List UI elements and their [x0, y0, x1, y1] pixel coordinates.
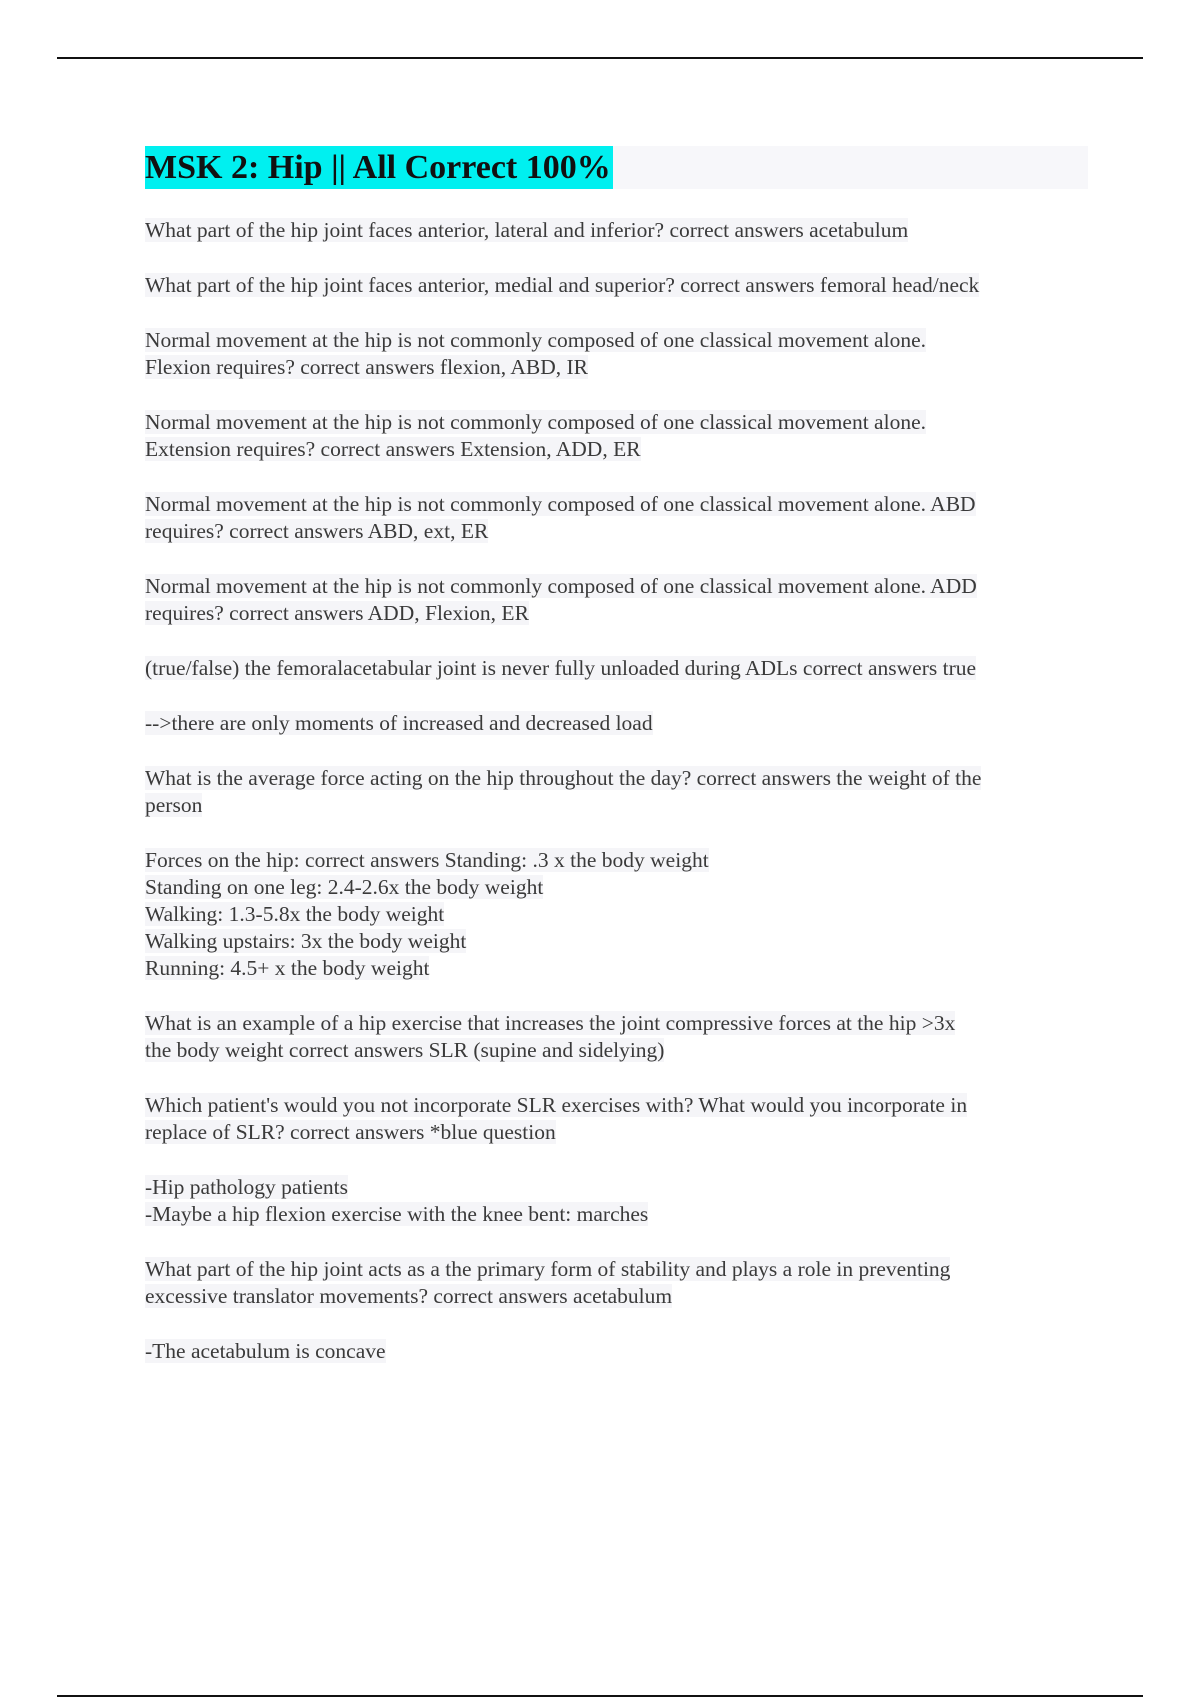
qa-paragraph — [145, 710, 1088, 737]
qa-paragraph — [145, 491, 1088, 545]
qa-paragraph — [145, 765, 1088, 819]
qa-paragraph — [145, 1010, 1088, 1064]
document-body — [145, 146, 1088, 1393]
qa-text-line: (true/false) the femoralacetabular joint is never fully unloaded during ADLs correct answers true — [145, 656, 977, 680]
qa-text-line: -Maybe a hip flexion exercise with the knee bent: marches — [145, 1202, 649, 1226]
qa-text-line: -The acetabulum is concave — [145, 1339, 386, 1363]
qa-text-line: Which patient's would you not incorporate SLR exercises with? What would you incorporate in — [145, 1093, 968, 1117]
qa-text-line: Extension requires? correct answers Extension, ADD, ER — [145, 437, 641, 461]
qa-text-line: Walking upstairs: 3x the body weight — [145, 929, 467, 953]
qa-text-line: -Hip pathology patients — [145, 1175, 349, 1199]
qa-text-line: Normal movement at the hip is not commonly composed of one classical movement alone. — [145, 328, 926, 352]
qa-text-line: Standing on one leg: 2.4-2.6x the body weight — [145, 875, 544, 899]
qa-paragraph — [145, 217, 1088, 244]
qa-text-line: -->there are only moments of increased and decreased load — [145, 711, 653, 735]
qa-text-line: the body weight correct answers SLR (supine and sidelying) — [145, 1038, 665, 1062]
qa-text-line: Walking: 1.3-5.8x the body weight — [145, 902, 445, 926]
qa-text-line: requires? correct answers ADD, Flexion, ER — [145, 601, 529, 625]
qa-text-line: person — [145, 793, 203, 817]
qa-text-line: What part of the hip joint acts as a the primary form of stability and plays a role in preventing — [145, 1257, 951, 1281]
bottom-rule — [57, 1695, 1143, 1697]
qa-paragraph — [145, 327, 1088, 381]
qa-text-line: What is the average force acting on the hip throughout the day? correct answers the weight of the — [145, 766, 982, 790]
qa-text-line: Forces on the hip: correct answers Standing: .3 x the body weight — [145, 848, 709, 872]
qa-text-line: Running: 4.5+ x the body weight — [145, 956, 430, 980]
qa-text-line: Flexion requires? correct answers flexion, ABD, IR — [145, 355, 589, 379]
qa-text-line: Normal movement at the hip is not commonly composed of one classical movement alone. ADD — [145, 574, 977, 598]
document-title: MSK 2: Hip || All Correct 100% — [145, 146, 613, 189]
qa-paragraph — [145, 1338, 1088, 1365]
qa-text-line: What part of the hip joint faces anterior, medial and superior? correct answers femoral head/neck — [145, 273, 980, 297]
qa-paragraph — [145, 409, 1088, 463]
qa-text-line: Normal movement at the hip is not commonly composed of one classical movement alone. — [145, 410, 926, 434]
qa-text-line: Normal movement at the hip is not commonly composed of one classical movement alone. ABD — [145, 492, 976, 516]
qa-paragraph — [145, 1092, 1088, 1146]
qa-paragraph — [145, 1174, 1088, 1228]
qa-paragraph — [145, 655, 1088, 682]
title-band — [145, 146, 1088, 189]
qa-paragraph — [145, 847, 1088, 982]
qa-list — [145, 217, 1088, 1365]
qa-text-line: requires? correct answers ABD, ext, ER — [145, 519, 489, 543]
qa-paragraph — [145, 272, 1088, 299]
qa-paragraph — [145, 1256, 1088, 1310]
top-rule — [57, 57, 1143, 59]
qa-text-line: excessive translator movements? correct answers acetabulum — [145, 1284, 673, 1308]
qa-text-line: What part of the hip joint faces anterior, lateral and inferior? correct answers acetabulum — [145, 218, 909, 242]
qa-text-line: replace of SLR? correct answers *blue question — [145, 1120, 556, 1144]
qa-paragraph — [145, 573, 1088, 627]
qa-text-line: What is an example of a hip exercise that increases the joint compressive forces at the hip >3x — [145, 1011, 956, 1035]
